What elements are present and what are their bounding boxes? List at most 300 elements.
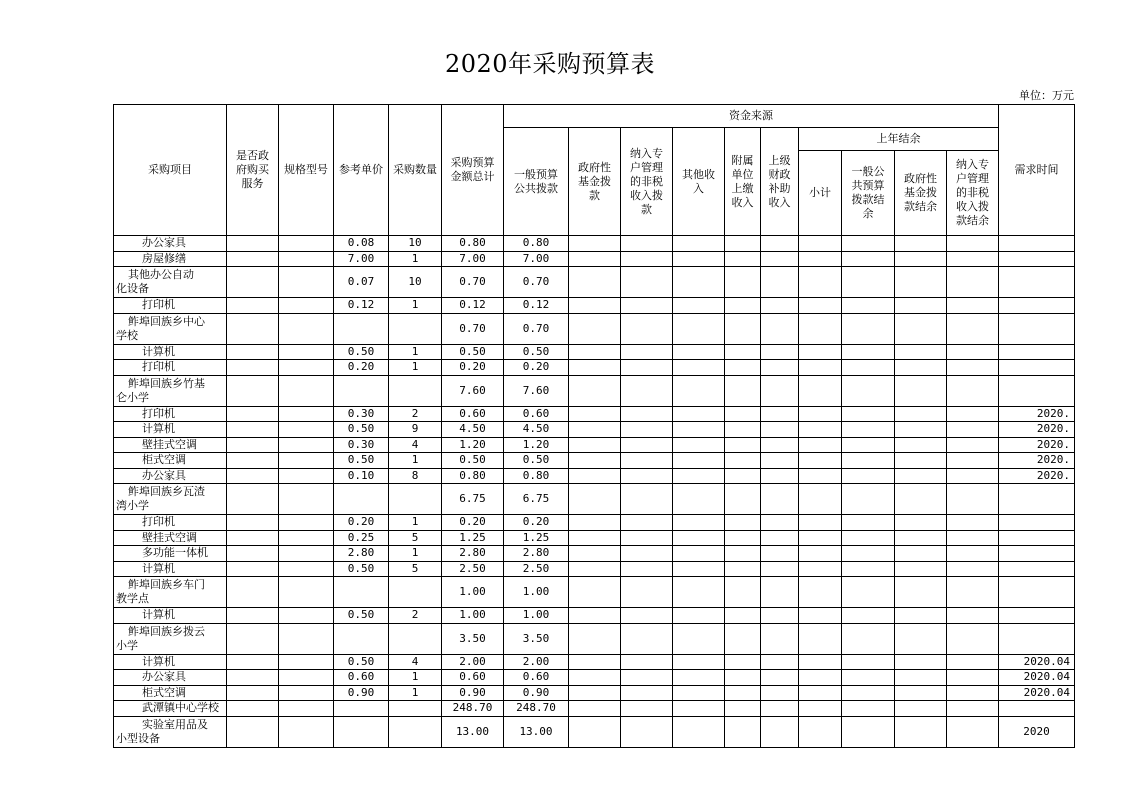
unit-price-cell: 0.20 (334, 360, 389, 376)
demand-time-cell (999, 375, 1075, 406)
superior-subsidy-cell (761, 406, 799, 422)
gov-fund-cell (569, 267, 621, 298)
item-name-cell (114, 313, 227, 344)
total-cell: 2.00 (442, 654, 504, 670)
general-balance-cell (842, 484, 895, 515)
table-row (114, 453, 1075, 469)
quantity-cell: 1 (389, 670, 442, 686)
subtotal-cell (799, 670, 842, 686)
general-budget-cell: 0.60 (504, 670, 569, 686)
spec-cell (279, 437, 334, 453)
spec-cell (279, 623, 334, 654)
spec-cell (279, 546, 334, 562)
header-funding-source: 资金来源 (504, 105, 999, 128)
quantity-cell: 1 (389, 251, 442, 267)
demand-time-cell (999, 298, 1075, 314)
spec-cell (279, 406, 334, 422)
gov-fund-balance-cell (895, 701, 947, 717)
item-name: 办公家具 (114, 236, 227, 252)
unit-price-cell: 0.50 (334, 561, 389, 577)
header-total: 采购预算金额总计 (442, 105, 504, 236)
subtotal-cell (799, 577, 842, 608)
gov-fund-balance-cell (895, 716, 947, 747)
item-name: 壁挂式空调 (114, 437, 227, 453)
table-row (114, 422, 1075, 438)
gov-purchase-cell (227, 623, 279, 654)
general-balance-cell (842, 670, 895, 686)
special-balance-cell (947, 623, 999, 654)
quantity-cell: 4 (389, 654, 442, 670)
demand-time-cell (999, 608, 1075, 624)
header-special-nontax: 纳入专户管理的非税收入拨款 (621, 128, 673, 236)
gov-fund-cell (569, 236, 621, 252)
general-balance-cell (842, 251, 895, 267)
item-name: 打印机 (114, 406, 227, 422)
general-balance-cell (842, 375, 895, 406)
gov-fund-cell (569, 313, 621, 344)
item-name-line2: 小型设备 (116, 731, 160, 745)
other-income-cell (673, 298, 725, 314)
header-affiliated: 附属单位上缴收入 (725, 128, 761, 236)
demand-time-cell: 2020. (999, 437, 1075, 453)
special-balance-cell (947, 530, 999, 546)
affiliated-cell (725, 344, 761, 360)
superior-subsidy-cell (761, 530, 799, 546)
special-nontax-cell (621, 375, 673, 406)
unit-price-cell: 0.50 (334, 422, 389, 438)
special-nontax-cell (621, 685, 673, 701)
affiliated-cell (725, 546, 761, 562)
demand-time-cell (999, 236, 1075, 252)
general-balance-cell (842, 298, 895, 314)
demand-time-cell (999, 561, 1075, 577)
quantity-cell: 1 (389, 685, 442, 701)
gov-fund-cell (569, 344, 621, 360)
unit-price-cell: 7.00 (334, 251, 389, 267)
gov-fund-cell (569, 654, 621, 670)
superior-subsidy-cell (761, 437, 799, 453)
quantity-cell (389, 375, 442, 406)
table-row (114, 608, 1075, 624)
demand-time-cell: 2020.04 (999, 654, 1075, 670)
special-nontax-cell (621, 515, 673, 531)
table-row (114, 360, 1075, 376)
gov-fund-balance-cell (895, 344, 947, 360)
other-income-cell (673, 623, 725, 654)
table-row (114, 701, 1075, 717)
subtotal-cell (799, 313, 842, 344)
demand-time-cell: 2020.04 (999, 670, 1075, 686)
subtotal-cell (799, 468, 842, 484)
subtotal-cell (799, 546, 842, 562)
gov-fund-balance-cell (895, 313, 947, 344)
spec-cell (279, 267, 334, 298)
special-nontax-cell (621, 561, 673, 577)
demand-time-cell (999, 577, 1075, 608)
superior-subsidy-cell (761, 515, 799, 531)
unit-price-cell (334, 623, 389, 654)
gov-fund-balance-cell (895, 453, 947, 469)
general-balance-cell (842, 654, 895, 670)
total-cell: 0.70 (442, 313, 504, 344)
total-cell: 0.90 (442, 685, 504, 701)
unit-price-cell: 0.30 (334, 406, 389, 422)
spec-cell (279, 375, 334, 406)
special-balance-cell (947, 577, 999, 608)
special-balance-cell (947, 251, 999, 267)
total-cell: 0.20 (442, 515, 504, 531)
spec-cell (279, 670, 334, 686)
affiliated-cell (725, 685, 761, 701)
quantity-cell: 9 (389, 422, 442, 438)
item-name-line1: 鲊埠回族乡中心 (128, 314, 205, 328)
spec-cell (279, 298, 334, 314)
subtotal-cell (799, 484, 842, 515)
gov-purchase-cell (227, 251, 279, 267)
subtotal-cell (799, 375, 842, 406)
total-cell: 0.70 (442, 267, 504, 298)
gov-purchase-cell (227, 437, 279, 453)
item-name: 办公家具 (114, 468, 227, 484)
gov-purchase-cell (227, 515, 279, 531)
other-income-cell (673, 267, 725, 298)
gov-purchase-cell (227, 670, 279, 686)
demand-time-cell (999, 251, 1075, 267)
special-balance-cell (947, 608, 999, 624)
spec-cell (279, 236, 334, 252)
demand-time-cell (999, 515, 1075, 531)
special-nontax-cell (621, 406, 673, 422)
general-budget-cell: 0.20 (504, 515, 569, 531)
gov-purchase-cell (227, 344, 279, 360)
total-cell: 248.70 (442, 701, 504, 717)
special-nontax-cell (621, 251, 673, 267)
spec-cell (279, 515, 334, 531)
gov-purchase-cell (227, 608, 279, 624)
subtotal-cell (799, 251, 842, 267)
item-name-line2: 湾小学 (116, 499, 149, 512)
item-name: 计算机 (114, 422, 227, 438)
total-cell: 0.80 (442, 236, 504, 252)
general-budget-cell: 0.80 (504, 236, 569, 252)
superior-subsidy-cell (761, 685, 799, 701)
gov-purchase-cell (227, 577, 279, 608)
subtotal-cell (799, 515, 842, 531)
gov-fund-balance-cell (895, 530, 947, 546)
other-income-cell (673, 530, 725, 546)
special-balance-cell (947, 313, 999, 344)
gov-fund-cell (569, 561, 621, 577)
item-name: 柜式空调 (114, 685, 227, 701)
gov-fund-cell (569, 623, 621, 654)
special-nontax-cell (621, 546, 673, 562)
unit-price-cell (334, 484, 389, 515)
special-nontax-cell (621, 437, 673, 453)
general-budget-cell: 4.50 (504, 422, 569, 438)
quantity-cell: 4 (389, 437, 442, 453)
subtotal-cell (799, 453, 842, 469)
header-demand-time: 需求时间 (999, 105, 1075, 236)
gov-purchase-cell (227, 313, 279, 344)
demand-time-cell: 2020. (999, 406, 1075, 422)
quantity-cell: 1 (389, 546, 442, 562)
special-nontax-cell (621, 701, 673, 717)
unit-price-cell: 0.50 (334, 654, 389, 670)
special-nontax-cell (621, 267, 673, 298)
general-budget-cell: 2.50 (504, 561, 569, 577)
gov-fund-balance-cell (895, 468, 947, 484)
subtotal-cell (799, 608, 842, 624)
header-gov-fund-balance: 政府性基金拨款结余 (895, 151, 947, 236)
unit-price-cell: 0.30 (334, 437, 389, 453)
item-name: 打印机 (114, 515, 227, 531)
subtotal-cell (799, 561, 842, 577)
other-income-cell (673, 360, 725, 376)
gov-fund-balance-cell (895, 670, 947, 686)
affiliated-cell (725, 530, 761, 546)
general-budget-cell: 0.80 (504, 468, 569, 484)
general-balance-cell (842, 360, 895, 376)
other-income-cell (673, 484, 725, 515)
affiliated-cell (725, 561, 761, 577)
special-balance-cell (947, 453, 999, 469)
general-balance-cell (842, 236, 895, 252)
general-budget-cell: 1.00 (504, 608, 569, 624)
superior-subsidy-cell (761, 701, 799, 717)
superior-subsidy-cell (761, 484, 799, 515)
superior-subsidy-cell (761, 654, 799, 670)
quantity-cell (389, 716, 442, 747)
superior-subsidy-cell (761, 608, 799, 624)
unit-price-cell: 0.25 (334, 530, 389, 546)
gov-fund-cell (569, 530, 621, 546)
subtotal-cell (799, 360, 842, 376)
gov-fund-cell (569, 577, 621, 608)
table-row (114, 484, 1075, 515)
general-balance-cell (842, 313, 895, 344)
superior-subsidy-cell (761, 422, 799, 438)
other-income-cell (673, 670, 725, 686)
gov-purchase-cell (227, 716, 279, 747)
affiliated-cell (725, 577, 761, 608)
spec-cell (279, 530, 334, 546)
special-nontax-cell (621, 313, 673, 344)
gov-purchase-cell (227, 530, 279, 546)
affiliated-cell (725, 654, 761, 670)
item-name-line2: 化设备 (116, 282, 149, 295)
table-row (114, 344, 1075, 360)
gov-fund-cell (569, 468, 621, 484)
spec-cell (279, 313, 334, 344)
general-budget-cell: 1.25 (504, 530, 569, 546)
header-general-budget: 一般预算公共拨款 (504, 128, 569, 236)
item-name: 房屋修缮 (114, 251, 227, 267)
table-row (114, 530, 1075, 546)
spec-cell (279, 608, 334, 624)
gov-purchase-cell (227, 453, 279, 469)
item-name: 武潭镇中心学校 (114, 701, 227, 717)
demand-time-cell: 2020. (999, 468, 1075, 484)
general-budget-cell: 13.00 (504, 716, 569, 747)
table-row (114, 546, 1075, 562)
affiliated-cell (725, 298, 761, 314)
affiliated-cell (725, 360, 761, 376)
table-row (114, 670, 1075, 686)
quantity-cell: 1 (389, 515, 442, 531)
special-nontax-cell (621, 484, 673, 515)
general-balance-cell (842, 716, 895, 747)
header-special-balance: 纳入专户管理的非税收入拨款结余 (947, 151, 999, 236)
special-balance-cell (947, 685, 999, 701)
unit-price-cell (334, 375, 389, 406)
superior-subsidy-cell (761, 360, 799, 376)
total-cell: 2.80 (442, 546, 504, 562)
gov-fund-balance-cell (895, 685, 947, 701)
superior-subsidy-cell (761, 468, 799, 484)
superior-subsidy-cell (761, 716, 799, 747)
subtotal-cell (799, 267, 842, 298)
demand-time-cell (999, 701, 1075, 717)
item-name-line2: 学校 (116, 328, 138, 342)
item-name: 打印机 (114, 360, 227, 376)
quantity-cell: 10 (389, 267, 442, 298)
general-budget-cell: 6.75 (504, 484, 569, 515)
gov-fund-cell (569, 515, 621, 531)
gov-fund-cell (569, 685, 621, 701)
other-income-cell (673, 437, 725, 453)
subtotal-cell (799, 298, 842, 314)
header-item: 采购项目 (114, 105, 227, 236)
spec-cell (279, 251, 334, 267)
table-row (114, 267, 1075, 298)
other-income-cell (673, 561, 725, 577)
general-budget-cell: 0.60 (504, 406, 569, 422)
general-balance-cell (842, 685, 895, 701)
spec-cell (279, 561, 334, 577)
total-cell: 0.50 (442, 453, 504, 469)
unit-price-cell (334, 577, 389, 608)
gov-purchase-cell (227, 236, 279, 252)
quantity-cell: 2 (389, 608, 442, 624)
affiliated-cell (725, 484, 761, 515)
demand-time-cell: 2020.04 (999, 685, 1075, 701)
general-balance-cell (842, 515, 895, 531)
item-name-cell (114, 577, 227, 608)
total-cell: 1.25 (442, 530, 504, 546)
subtotal-cell (799, 685, 842, 701)
superior-subsidy-cell (761, 623, 799, 654)
special-nontax-cell (621, 298, 673, 314)
other-income-cell (673, 251, 725, 267)
general-balance-cell (842, 406, 895, 422)
special-nontax-cell (621, 530, 673, 546)
gov-purchase-cell (227, 685, 279, 701)
spec-cell (279, 484, 334, 515)
unit-price-cell (334, 313, 389, 344)
item-name-line1: 实验室用品及 (142, 717, 208, 731)
demand-time-cell (999, 344, 1075, 360)
special-balance-cell (947, 375, 999, 406)
gov-fund-balance-cell (895, 654, 947, 670)
quantity-cell (389, 313, 442, 344)
total-cell: 0.20 (442, 360, 504, 376)
affiliated-cell (725, 468, 761, 484)
quantity-cell (389, 701, 442, 717)
special-nontax-cell (621, 236, 673, 252)
special-nontax-cell (621, 623, 673, 654)
general-balance-cell (842, 608, 895, 624)
affiliated-cell (725, 375, 761, 406)
item-name-line1: 鲊埠回族乡车门 (128, 578, 205, 591)
general-budget-cell: 0.70 (504, 313, 569, 344)
item-name: 计算机 (114, 561, 227, 577)
gov-fund-balance-cell (895, 623, 947, 654)
gov-purchase-cell (227, 484, 279, 515)
gov-purchase-cell (227, 375, 279, 406)
spec-cell (279, 701, 334, 717)
general-budget-cell: 2.00 (504, 654, 569, 670)
gov-fund-cell (569, 701, 621, 717)
item-name: 柜式空调 (114, 453, 227, 469)
superior-subsidy-cell (761, 546, 799, 562)
superior-subsidy-cell (761, 298, 799, 314)
item-name: 计算机 (114, 608, 227, 624)
subtotal-cell (799, 437, 842, 453)
affiliated-cell (725, 716, 761, 747)
total-cell: 1.20 (442, 437, 504, 453)
spec-cell (279, 577, 334, 608)
general-balance-cell (842, 530, 895, 546)
total-cell: 1.00 (442, 577, 504, 608)
special-nontax-cell (621, 670, 673, 686)
gov-purchase-cell (227, 561, 279, 577)
total-cell: 7.00 (442, 251, 504, 267)
affiliated-cell (725, 422, 761, 438)
general-balance-cell (842, 577, 895, 608)
subtotal-cell (799, 530, 842, 546)
subtotal-cell (799, 716, 842, 747)
unit-price-cell: 0.10 (334, 468, 389, 484)
subtotal-cell (799, 623, 842, 654)
gov-fund-cell (569, 422, 621, 438)
gov-fund-cell (569, 375, 621, 406)
spec-cell (279, 422, 334, 438)
special-balance-cell (947, 716, 999, 747)
item-name: 计算机 (114, 654, 227, 670)
general-budget-cell: 0.12 (504, 298, 569, 314)
total-cell: 2.50 (442, 561, 504, 577)
table-row (114, 561, 1075, 577)
quantity-cell: 5 (389, 530, 442, 546)
gov-fund-balance-cell (895, 561, 947, 577)
total-cell: 6.75 (442, 484, 504, 515)
superior-subsidy-cell (761, 453, 799, 469)
gov-purchase-cell (227, 654, 279, 670)
special-balance-cell (947, 236, 999, 252)
general-balance-cell (842, 453, 895, 469)
other-income-cell (673, 685, 725, 701)
gov-purchase-cell (227, 701, 279, 717)
superior-subsidy-cell (761, 236, 799, 252)
total-cell: 13.00 (442, 716, 504, 747)
special-nontax-cell (621, 577, 673, 608)
gov-purchase-cell (227, 298, 279, 314)
superior-subsidy-cell (761, 561, 799, 577)
special-balance-cell (947, 360, 999, 376)
gov-fund-balance-cell (895, 608, 947, 624)
table-row (114, 251, 1075, 267)
table-row (114, 437, 1075, 453)
